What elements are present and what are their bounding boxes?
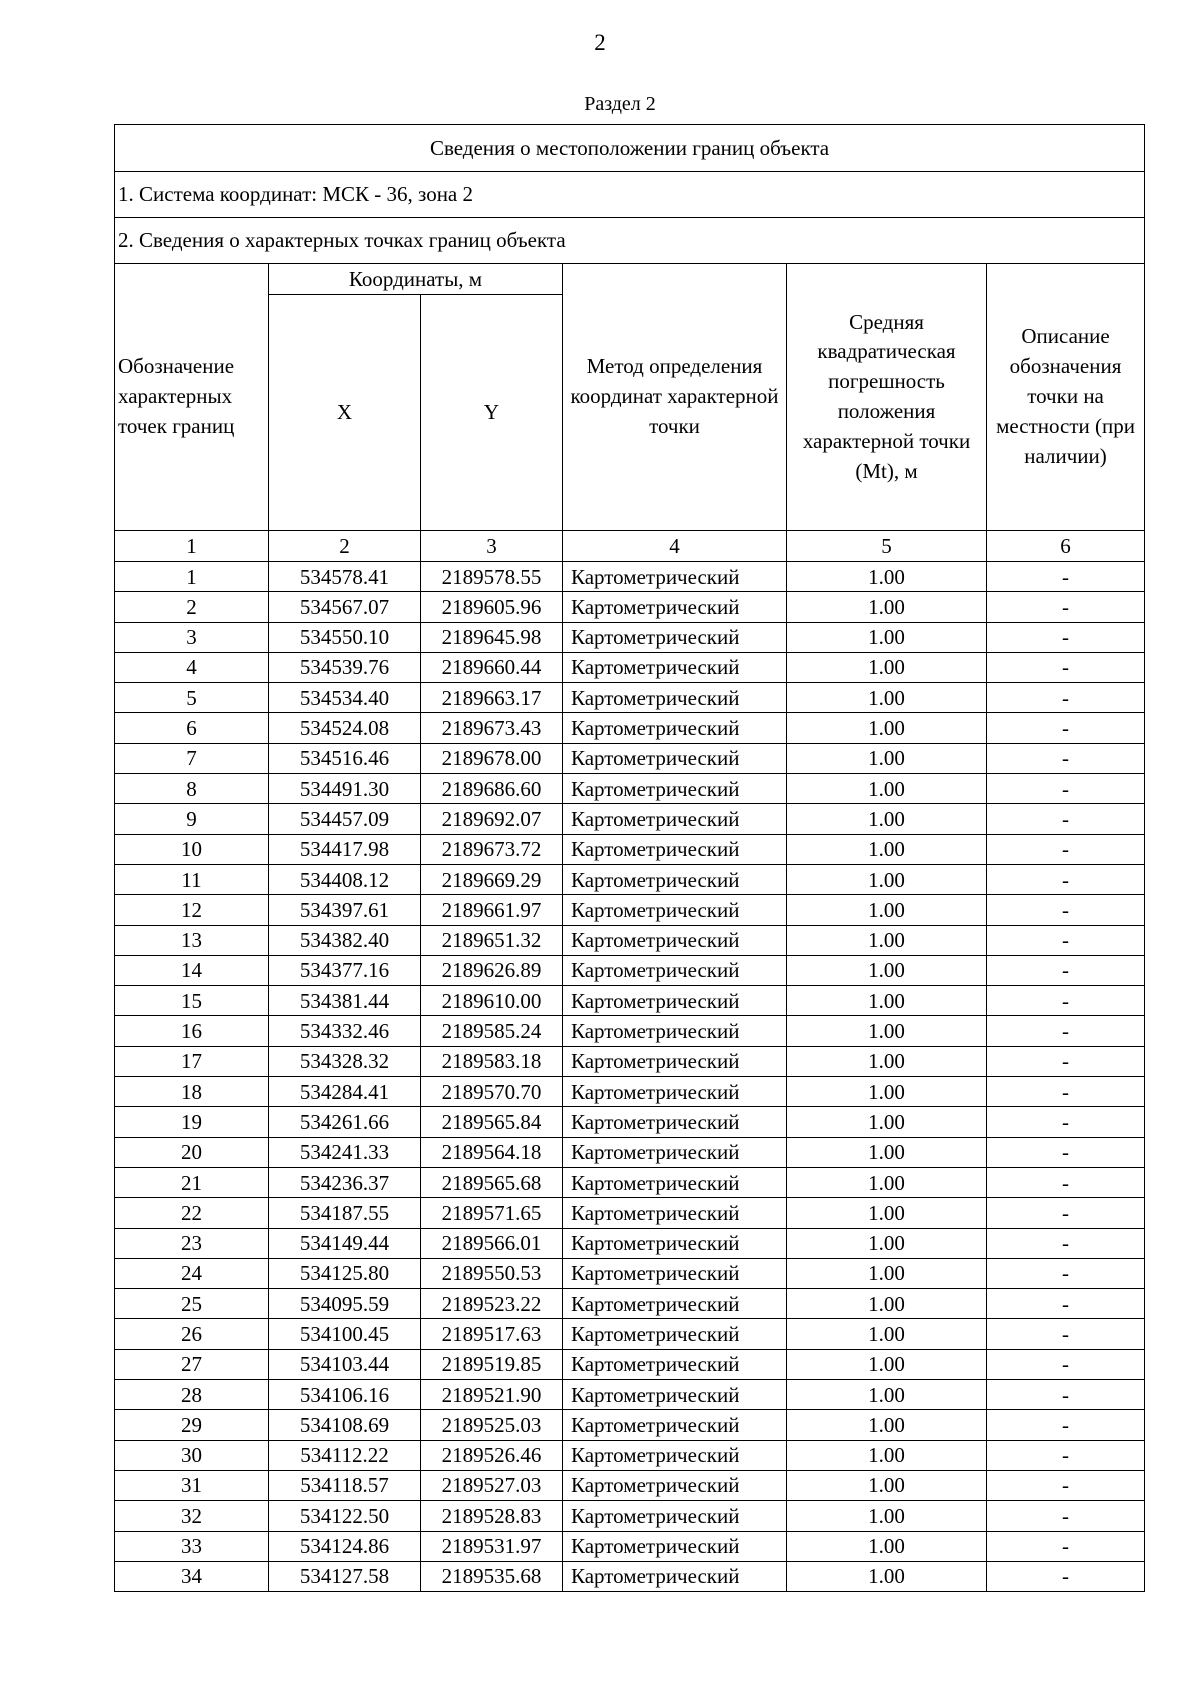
- table-row: [115, 1198, 1145, 1228]
- error-cell: 1.00: [787, 1319, 987, 1349]
- x-coordinate-cell: 534332.46: [269, 1016, 421, 1046]
- method-cell: Картометрический: [563, 1410, 787, 1440]
- point-number-cell: 5: [115, 683, 269, 713]
- description-cell: -: [987, 925, 1145, 955]
- point-number-cell: 23: [115, 1228, 269, 1258]
- description-cell: -: [987, 622, 1145, 652]
- method-cell: Картометрический: [563, 955, 787, 985]
- column-number: 3: [421, 531, 563, 562]
- point-number-cell: 26: [115, 1319, 269, 1349]
- x-coordinate-cell: 534408.12: [269, 864, 421, 894]
- x-coordinate-cell: 534382.40: [269, 925, 421, 955]
- error-cell: 1.00: [787, 713, 987, 743]
- method-cell: Картометрический: [563, 1228, 787, 1258]
- x-coordinate-cell: 534284.41: [269, 1077, 421, 1107]
- table-row: [115, 834, 1145, 864]
- error-cell: 1.00: [787, 1531, 987, 1561]
- table-row: [115, 622, 1145, 652]
- error-cell: 1.00: [787, 592, 987, 622]
- error-cell: 1.00: [787, 1046, 987, 1076]
- method-cell: Картометрический: [563, 1258, 787, 1288]
- x-coordinate-cell: 534124.86: [269, 1531, 421, 1561]
- method-cell: Картометрический: [563, 1016, 787, 1046]
- table-row: [115, 1107, 1145, 1137]
- error-cell: 1.00: [787, 1107, 987, 1137]
- description-cell: -: [987, 1531, 1145, 1561]
- description-cell: -: [987, 1198, 1145, 1228]
- point-number-cell: 15: [115, 986, 269, 1016]
- x-coordinate-cell: 534261.66: [269, 1107, 421, 1137]
- y-coordinate-cell: 2189673.43: [421, 713, 563, 743]
- column-numbers-row: [115, 531, 1145, 562]
- method-cell: Картометрический: [563, 683, 787, 713]
- error-cell: 1.00: [787, 1167, 987, 1197]
- method-cell: Картометрический: [563, 592, 787, 622]
- error-cell: 1.00: [787, 986, 987, 1016]
- table-row: [115, 1077, 1145, 1107]
- table-body: [115, 562, 1145, 1592]
- y-coordinate-cell: 2189570.70: [421, 1077, 563, 1107]
- y-coordinate-cell: 2189585.24: [421, 1016, 563, 1046]
- error-cell: 1.00: [787, 1077, 987, 1107]
- method-cell: Картометрический: [563, 1107, 787, 1137]
- x-coordinate-cell: 534417.98: [269, 834, 421, 864]
- coordinate-system: 1. Система координат: МСК - 36, зона 2: [115, 172, 1145, 218]
- table-title: Сведения о местоположении границ объекта: [115, 125, 1145, 172]
- header-description: Описание обозначения точки на местности (при наличии): [987, 264, 1145, 531]
- method-cell: Картометрический: [563, 1167, 787, 1197]
- y-coordinate-cell: 2189660.44: [421, 652, 563, 682]
- description-cell: -: [987, 1470, 1145, 1500]
- table-row: [115, 562, 1145, 592]
- point-number-cell: 20: [115, 1137, 269, 1167]
- x-coordinate-cell: 534112.22: [269, 1440, 421, 1470]
- error-cell: 1.00: [787, 925, 987, 955]
- table-row: [115, 895, 1145, 925]
- y-coordinate-cell: 2189519.85: [421, 1349, 563, 1379]
- description-cell: -: [987, 1046, 1145, 1076]
- y-coordinate-cell: 2189692.07: [421, 804, 563, 834]
- description-cell: -: [987, 1380, 1145, 1410]
- y-coordinate-cell: 2189605.96: [421, 592, 563, 622]
- table-row: [115, 955, 1145, 985]
- x-coordinate-cell: 534236.37: [269, 1167, 421, 1197]
- point-number-cell: 7: [115, 743, 269, 773]
- y-coordinate-cell: 2189550.53: [421, 1258, 563, 1288]
- method-cell: Картометрический: [563, 743, 787, 773]
- point-number-cell: 28: [115, 1380, 269, 1410]
- description-cell: -: [987, 1440, 1145, 1470]
- description-cell: -: [987, 743, 1145, 773]
- y-coordinate-cell: 2189661.97: [421, 895, 563, 925]
- method-cell: Картометрический: [563, 925, 787, 955]
- error-cell: 1.00: [787, 652, 987, 682]
- header-method: Метод определения координат характерной точки: [563, 264, 787, 531]
- description-cell: -: [987, 1016, 1145, 1046]
- table-row: [115, 1258, 1145, 1288]
- x-coordinate-cell: 534127.58: [269, 1561, 421, 1591]
- table-row: [115, 1410, 1145, 1440]
- point-number-cell: 31: [115, 1470, 269, 1500]
- point-number-cell: 8: [115, 774, 269, 804]
- description-cell: -: [987, 774, 1145, 804]
- point-number-cell: 14: [115, 955, 269, 985]
- x-coordinate-cell: 534567.07: [269, 592, 421, 622]
- table-row: [115, 774, 1145, 804]
- table-row: [115, 1046, 1145, 1076]
- column-number: 2: [269, 531, 421, 562]
- point-number-cell: 2: [115, 592, 269, 622]
- error-cell: 1.00: [787, 1137, 987, 1167]
- method-cell: Картометрический: [563, 652, 787, 682]
- point-number-cell: 30: [115, 1440, 269, 1470]
- method-cell: Картометрический: [563, 1289, 787, 1319]
- y-coordinate-cell: 2189535.68: [421, 1561, 563, 1591]
- x-coordinate-cell: 534578.41: [269, 562, 421, 592]
- y-coordinate-cell: 2189565.68: [421, 1167, 563, 1197]
- x-coordinate-cell: 534516.46: [269, 743, 421, 773]
- point-number-cell: 13: [115, 925, 269, 955]
- method-cell: Картометрический: [563, 895, 787, 925]
- y-coordinate-cell: 2189523.22: [421, 1289, 563, 1319]
- description-cell: -: [987, 864, 1145, 894]
- description-cell: -: [987, 895, 1145, 925]
- description-cell: -: [987, 834, 1145, 864]
- table-row: [115, 713, 1145, 743]
- column-number: 1: [115, 531, 269, 562]
- method-cell: Картометрический: [563, 1440, 787, 1470]
- header-error: Средняя квадратическая погрешность положения характерной точки (Mt), м: [787, 264, 987, 531]
- description-cell: -: [987, 1501, 1145, 1531]
- method-cell: Картометрический: [563, 1349, 787, 1379]
- table-row: [115, 864, 1145, 894]
- error-cell: 1.00: [787, 804, 987, 834]
- y-coordinate-cell: 2189564.18: [421, 1137, 563, 1167]
- y-coordinate-cell: 2189527.03: [421, 1470, 563, 1500]
- description-cell: -: [987, 683, 1145, 713]
- description-cell: -: [987, 1349, 1145, 1379]
- error-cell: 1.00: [787, 1258, 987, 1288]
- y-coordinate-cell: 2189565.84: [421, 1107, 563, 1137]
- x-coordinate-cell: 534328.32: [269, 1046, 421, 1076]
- description-cell: -: [987, 1137, 1145, 1167]
- header-y: Y: [421, 295, 563, 531]
- point-number-cell: 34: [115, 1561, 269, 1591]
- x-coordinate-cell: 534095.59: [269, 1289, 421, 1319]
- y-coordinate-cell: 2189583.18: [421, 1046, 563, 1076]
- error-cell: 1.00: [787, 562, 987, 592]
- x-coordinate-cell: 534539.76: [269, 652, 421, 682]
- point-number-cell: 10: [115, 834, 269, 864]
- method-cell: Картометрический: [563, 713, 787, 743]
- column-number: 6: [987, 531, 1145, 562]
- table-row: [115, 592, 1145, 622]
- point-number-cell: 3: [115, 622, 269, 652]
- x-coordinate-cell: 534534.40: [269, 683, 421, 713]
- error-cell: 1.00: [787, 622, 987, 652]
- point-number-cell: 21: [115, 1167, 269, 1197]
- description-cell: -: [987, 986, 1145, 1016]
- method-cell: Картометрический: [563, 1561, 787, 1591]
- point-number-cell: 12: [115, 895, 269, 925]
- table-row: [115, 1561, 1145, 1591]
- y-coordinate-cell: 2189678.00: [421, 743, 563, 773]
- point-number-cell: 27: [115, 1349, 269, 1379]
- method-cell: Картометрический: [563, 1137, 787, 1167]
- table-row: [115, 1531, 1145, 1561]
- header-coordinates: Координаты, м: [269, 264, 563, 295]
- x-coordinate-cell: 534108.69: [269, 1410, 421, 1440]
- table-row: [115, 1137, 1145, 1167]
- table-row: [115, 1380, 1145, 1410]
- y-coordinate-cell: 2189645.98: [421, 622, 563, 652]
- table-row: [115, 743, 1145, 773]
- x-coordinate-cell: 534397.61: [269, 895, 421, 925]
- y-coordinate-cell: 2189663.17: [421, 683, 563, 713]
- x-coordinate-cell: 534149.44: [269, 1228, 421, 1258]
- x-coordinate-cell: 534241.33: [269, 1137, 421, 1167]
- y-coordinate-cell: 2189610.00: [421, 986, 563, 1016]
- y-coordinate-cell: 2189566.01: [421, 1228, 563, 1258]
- point-number-cell: 22: [115, 1198, 269, 1228]
- error-cell: 1.00: [787, 1016, 987, 1046]
- x-coordinate-cell: 534491.30: [269, 774, 421, 804]
- table-row: [115, 1167, 1145, 1197]
- point-number-cell: 9: [115, 804, 269, 834]
- point-number-cell: 32: [115, 1501, 269, 1531]
- method-cell: Картометрический: [563, 1470, 787, 1500]
- point-number-cell: 6: [115, 713, 269, 743]
- column-number: 5: [787, 531, 987, 562]
- y-coordinate-cell: 2189528.83: [421, 1501, 563, 1531]
- x-coordinate-cell: 534106.16: [269, 1380, 421, 1410]
- table-row: [115, 1440, 1145, 1470]
- point-number-cell: 4: [115, 652, 269, 682]
- y-coordinate-cell: 2189571.65: [421, 1198, 563, 1228]
- table-row: [115, 1349, 1145, 1379]
- section-title: Раздел 2: [584, 93, 656, 115]
- error-cell: 1.00: [787, 1440, 987, 1470]
- header-designation: Обозначение характерных точек границ: [115, 264, 269, 531]
- method-cell: Картометрический: [563, 1531, 787, 1561]
- points-caption: 2. Сведения о характерных точках границ объекта: [115, 218, 1145, 264]
- point-number-cell: 29: [115, 1410, 269, 1440]
- y-coordinate-cell: 2189517.63: [421, 1319, 563, 1349]
- error-cell: 1.00: [787, 1228, 987, 1258]
- method-cell: Картометрический: [563, 1319, 787, 1349]
- point-number-cell: 1: [115, 562, 269, 592]
- error-cell: 1.00: [787, 743, 987, 773]
- method-cell: Картометрический: [563, 1046, 787, 1076]
- description-cell: -: [987, 1167, 1145, 1197]
- table-row: [115, 804, 1145, 834]
- x-coordinate-cell: 534103.44: [269, 1349, 421, 1379]
- y-coordinate-cell: 2189578.55: [421, 562, 563, 592]
- y-coordinate-cell: 2189626.89: [421, 955, 563, 985]
- y-coordinate-cell: 2189531.97: [421, 1531, 563, 1561]
- x-coordinate-cell: 534122.50: [269, 1501, 421, 1531]
- error-cell: 1.00: [787, 834, 987, 864]
- description-cell: -: [987, 1107, 1145, 1137]
- error-cell: 1.00: [787, 683, 987, 713]
- x-coordinate-cell: 534377.16: [269, 955, 421, 985]
- description-cell: -: [987, 1561, 1145, 1591]
- table-row: [115, 1016, 1145, 1046]
- description-cell: -: [987, 713, 1145, 743]
- method-cell: Картометрический: [563, 804, 787, 834]
- table-row: [115, 925, 1145, 955]
- page-number: 2: [594, 30, 606, 55]
- table-row: [115, 683, 1145, 713]
- error-cell: 1.00: [787, 955, 987, 985]
- table-row: [115, 1470, 1145, 1500]
- point-number-cell: 17: [115, 1046, 269, 1076]
- error-cell: 1.00: [787, 1198, 987, 1228]
- method-cell: Картометрический: [563, 622, 787, 652]
- point-number-cell: 11: [115, 864, 269, 894]
- method-cell: Картометрический: [563, 562, 787, 592]
- error-cell: 1.00: [787, 1289, 987, 1319]
- y-coordinate-cell: 2189673.72: [421, 834, 563, 864]
- table-row: [115, 986, 1145, 1016]
- method-cell: Картометрический: [563, 864, 787, 894]
- method-cell: Картометрический: [563, 834, 787, 864]
- description-cell: -: [987, 1289, 1145, 1319]
- point-number-cell: 16: [115, 1016, 269, 1046]
- y-coordinate-cell: 2189686.60: [421, 774, 563, 804]
- x-coordinate-cell: 534100.45: [269, 1319, 421, 1349]
- description-cell: -: [987, 592, 1145, 622]
- x-coordinate-cell: 534457.09: [269, 804, 421, 834]
- method-cell: Картометрический: [563, 1198, 787, 1228]
- column-number: 4: [563, 531, 787, 562]
- x-coordinate-cell: 534118.57: [269, 1470, 421, 1500]
- description-cell: -: [987, 1319, 1145, 1349]
- error-cell: 1.00: [787, 1470, 987, 1500]
- y-coordinate-cell: 2189525.03: [421, 1410, 563, 1440]
- table-row: [115, 1228, 1145, 1258]
- method-cell: Картометрический: [563, 986, 787, 1016]
- header-x: X: [269, 295, 421, 531]
- description-cell: -: [987, 562, 1145, 592]
- table-row: [115, 1289, 1145, 1319]
- y-coordinate-cell: 2189521.90: [421, 1380, 563, 1410]
- x-coordinate-cell: 534187.55: [269, 1198, 421, 1228]
- x-coordinate-cell: 534524.08: [269, 713, 421, 743]
- method-cell: Картометрический: [563, 1077, 787, 1107]
- error-cell: 1.00: [787, 864, 987, 894]
- point-number-cell: 24: [115, 1258, 269, 1288]
- error-cell: 1.00: [787, 1410, 987, 1440]
- point-number-cell: 33: [115, 1531, 269, 1561]
- error-cell: 1.00: [787, 774, 987, 804]
- point-number-cell: 25: [115, 1289, 269, 1319]
- description-cell: -: [987, 955, 1145, 985]
- method-cell: Картометрический: [563, 1380, 787, 1410]
- error-cell: 1.00: [787, 1380, 987, 1410]
- error-cell: 1.00: [787, 1349, 987, 1379]
- description-cell: -: [987, 1410, 1145, 1440]
- x-coordinate-cell: 534381.44: [269, 986, 421, 1016]
- error-cell: 1.00: [787, 895, 987, 925]
- error-cell: 1.00: [787, 1561, 987, 1591]
- description-cell: -: [987, 1077, 1145, 1107]
- error-cell: 1.00: [787, 1501, 987, 1531]
- y-coordinate-cell: 2189669.29: [421, 864, 563, 894]
- x-coordinate-cell: 534125.80: [269, 1258, 421, 1288]
- description-cell: -: [987, 652, 1145, 682]
- table-row: [115, 652, 1145, 682]
- method-cell: Картометрический: [563, 1501, 787, 1531]
- x-coordinate-cell: 534550.10: [269, 622, 421, 652]
- point-number-cell: 18: [115, 1077, 269, 1107]
- point-number-cell: 19: [115, 1107, 269, 1137]
- method-cell: Картометрический: [563, 774, 787, 804]
- boundary-points-table: [114, 124, 1145, 1592]
- y-coordinate-cell: 2189651.32: [421, 925, 563, 955]
- y-coordinate-cell: 2189526.46: [421, 1440, 563, 1470]
- table-row: [115, 1319, 1145, 1349]
- table-row: [115, 1501, 1145, 1531]
- description-cell: -: [987, 804, 1145, 834]
- description-cell: -: [987, 1228, 1145, 1258]
- description-cell: -: [987, 1258, 1145, 1288]
